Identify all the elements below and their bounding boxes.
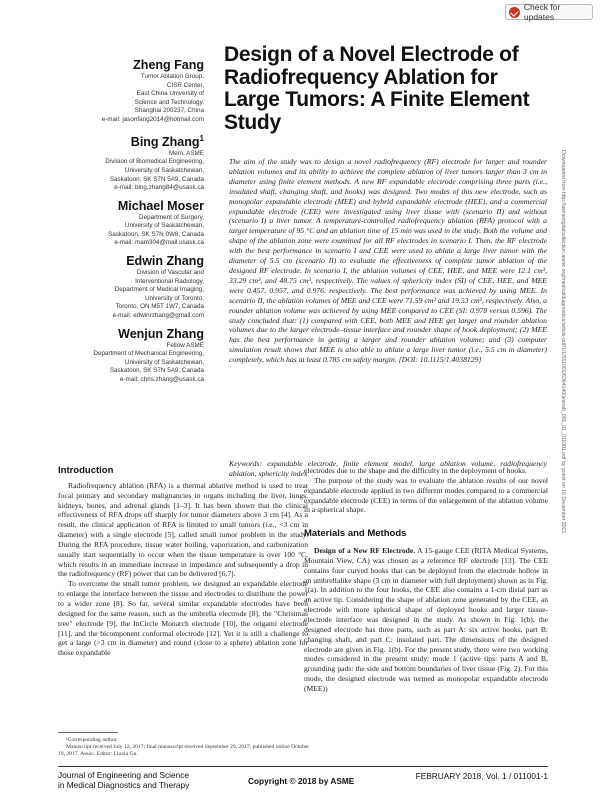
article-title: Design of a Novel Electrode of Radiofrequency Ablation for Large Tumors: A Finite Element Study bbox=[224, 43, 530, 134]
author-block bbox=[58, 58, 204, 125]
paragraph: Radiofrequency ablation (RFA) is a thermal ablative method is used to treat focal primary and secondary malignancies in organs including the liver, lungs, kidneys, bones, and adrenal glands [1–3]. It has been shown that the clinical effectiveness of RFA drops off sharply for tumor diameters above 3 cm [4]. As a result, the clinical application of RFA is limited to small tumors (i.e., <3 cm in diameter) with a single electrode [5], called small tumor problem in the study. During the RFA procedure, tissue water boiling, vaporization, and carbonization usually start sequentially to occur when the tissue temperature is over 100 °C, which results in an immediate increase in impedance and subsequently a drop in the radiofrequency (RF) power that can be delivered [6,7]. bbox=[58, 480, 308, 579]
section-heading-introduction: Introduction bbox=[58, 465, 114, 476]
author-block bbox=[58, 254, 204, 321]
keywords: Keywords: expandable electrode, finite element model, large ablation volume, radiofrequency ablation, sphericity index bbox=[229, 459, 547, 478]
body-column-right bbox=[304, 466, 548, 694]
abstract: The aim of the study was to design a novel radiofrequency (RF) electrode for larger and rounder ablation volumes and its ability to achieve the complete ablation of liver tumors larger than 3 cm in diameter using finite element methods. A new RF expandable electrode comprising three parts (i.e., insulated shaft, changing shaft, and hooks) was designed. Two modes of this new electrode, such as monopolar expandable electrode (MEE) and hybrid expandable electrode (HEE), and a commercial expandable electrode (CEE) were investigated using liver tissue with (scenario II) and without (scenario I) a liver tumor. A temperature-controlled radiofrequency ablation (RFA) protocol with a target temperature of 95 °C and an ablation time of 15 min was used in the study. Both the volume and shape of the ablation zone were examined for all RF electrodes in scenario I. Then, the RF electrode with the best performance in scenario I and CEE were used to ablate a large liver tumor with the diameter of 5.5 cm (scenario II) to evaluate the effectiveness of complete tumor ablation of the designed RF electrode. In scenario I, the ablation volumes of CEE, HEE, and MEE were 12.1 cm³, 33.29 cm³, and 48.75 cm³, respectively. The values of sphericity index (SI) of CEE, HEE, and MEE were 0.457, 0.957, and 0.976, respectively. The best performance was achieved by using MEE. In scenario II, the ablation volumes of MEE and CEE were 71.59 cm³ and 19.53 cm³, respectively. Also, a rounder ablation volume was achieved by using MEE compared to CEE (SI: 0.978 versus 0.596). The study concluded that: (1) compared with CEE, both MEE and HEE get larger and rounder ablation volumes due to the larger electrode–tissue interface and rounder shape of hook deployment; (2) MEE has the best performance in getting a larger and rounder ablation volume; and (3) computer simulation result shows that MEE is also able to ablate a large liver tumor (i.e., 5.5 cm in diameter) completely, which has at least 0.785 cm safety margin. [DOI: 10.1115/1.4038129] bbox=[229, 157, 547, 365]
author-name: Michael Moser bbox=[117, 198, 204, 213]
author-email: e-mail: edwinrzhang@gmail.com bbox=[112, 312, 204, 320]
author-email: e-mail: mam304@mail.usask.ca bbox=[114, 239, 204, 247]
author-name: Bing Zhang$^1$ bbox=[130, 133, 204, 149]
author-email: e-mail: bing.zhang84@usask.ca bbox=[114, 184, 204, 192]
download-note-text: Downloaded from http://asmedigitalcollection.asme.org/medicaldiagnostics/article-pdf/1/1/011001/6364140/jesmdt_001_01_011001.pdf by guest on 16 December 2021 bbox=[560, 150, 566, 534]
body-column-left bbox=[58, 466, 308, 658]
author-block bbox=[58, 131, 204, 193]
footnote-divider bbox=[58, 732, 118, 733]
section-heading-methods: Materials and Methods bbox=[304, 528, 407, 540]
footnote-corresponding: ¹Corresponding author. bbox=[66, 737, 118, 743]
author-affiliation: Mem. ASME Division of Biomedical Engineering, University of Saskatchewan, Saskatoon, SK S7N 5A9, Canada e-mail: bing.zhang84@usask.ca bbox=[58, 150, 204, 193]
download-note bbox=[560, 150, 574, 590]
author-email: e-mail: jasonfang2014@hotmail.com bbox=[101, 115, 204, 123]
check-for-updates-label: Check for updates bbox=[523, 2, 561, 22]
check-for-updates-button[interactable] bbox=[505, 4, 593, 20]
author-email: e-mail: chris.zhang@usask.ca bbox=[119, 376, 204, 383]
footer-divider bbox=[58, 766, 548, 767]
footnotes bbox=[58, 737, 310, 758]
author-name: Zheng Fang bbox=[133, 58, 204, 72]
author-name: Wenjun Zhang bbox=[118, 326, 204, 341]
footnote-received: Manuscript received July 12, 2017; final manuscript received September 29, 2017; published online October 19, 2017. Assoc. Editor: Liuxia Gu. bbox=[58, 744, 310, 757]
author-block bbox=[58, 199, 204, 248]
check-badge-icon bbox=[509, 7, 520, 18]
author-affiliation: Fellow ASME Department of Mechanical Engineering, University of Saskatchewan, Saskatoon, SK S7N 5A9, Canada e-mail: chris.zhang@usask.ca bbox=[58, 342, 204, 385]
copyright: Copyright © 2018 by ASME bbox=[248, 776, 355, 786]
author-affiliation: Department of Surgery, University of Saskatchewan, Saskatoon, SK S7N 0W8, Canada e-mail: mam304@mail.usask.ca bbox=[58, 214, 204, 248]
author-name: Edwin Zhang bbox=[126, 254, 204, 269]
author-block bbox=[58, 327, 204, 385]
paragraph: Design of a New RF Electrode. A 15-gauge CEE (RITA Medical Systems, Mountain View, CA) was chosen as a reference RF electrode [13]. The CEE contains four curved hooks that can be deployed from the electrode hollow in an umbrellalike shape (3 cm in diameter with full deployment) shown as in Fig. 1(a). In addition to the four hooks, the CEE also contains a 1-cm distal part as an active tip. Considering the shape of ablation zone generated by the CEE, an electrode with more spherical shape of deployed hooks and larger tissue-electrode interface was designed in the study. As shown in Fig. 1(b), the designed electrode has three parts, such as part A: six active hooks, part B: changing shaft, and part C: insulated part. The dimensions of the designed electrode are given in Fig. 1(b). For the present study, there were two working modes considered in the present study: mode 1 (active tips: parts A and B, grounding pads: the side and bottom boundaries of liver tissue (Fig. 2). For this mode, the designed electrode was termed as monopolar expandable electrode (MEE)) bbox=[304, 546, 549, 693]
paragraph: The purpose of the study was to evaluate the ablation results of our novel expandable electrode applied in two different modes compared to a commercial expandable electrode (CEE) in terms of the enlargement of the ablation volume in a spherical shape. bbox=[304, 475, 548, 515]
paragraph: electrodes due to the shape and the difficulty in the deployment of hooks. bbox=[304, 466, 527, 475]
author-affiliation: Tumor Ablation Group, CISR Center, East China University of Science and Technology, Shanghai 200237, China e-mail: jasonfang2014@hotmail.com bbox=[58, 73, 204, 125]
paragraph: To overcome the small tumor problem, we designed an expandable electrode to enlarge the interface between the tissue and electrodes to distribute the power to a wider zone [8]. So far, several similar expandable electrodes have been designed for the same reason, such as the umbrella electrode [8], the "Christmas tree" electrode [9], the InCircle Monarch electrode [10], the origami electrode [11], and the bicomponent conformal electrode [12]. Yet it is still a challenge to get a large (>3 cm in diameter) and round (close to a sphere) ablation zone for those expandable bbox=[58, 579, 308, 658]
author-affiliation: Division of Vascular and Interventional Radiology, Department of Medical Imaging, University of Toronto, Toronto, ON M5T 1W7, Canada e-mail: edwinrzhang@gmail.com bbox=[58, 269, 204, 321]
journal-name: Journal of Engineering and Science in Medical Diagnostics and Therapy bbox=[58, 770, 190, 790]
author-list bbox=[58, 58, 204, 391]
subsection-heading: Design of a New RF Electrode. bbox=[314, 546, 416, 556]
issue-info: FEBRUARY 2018, Vol. 1 / 011001-1 bbox=[415, 771, 548, 781]
